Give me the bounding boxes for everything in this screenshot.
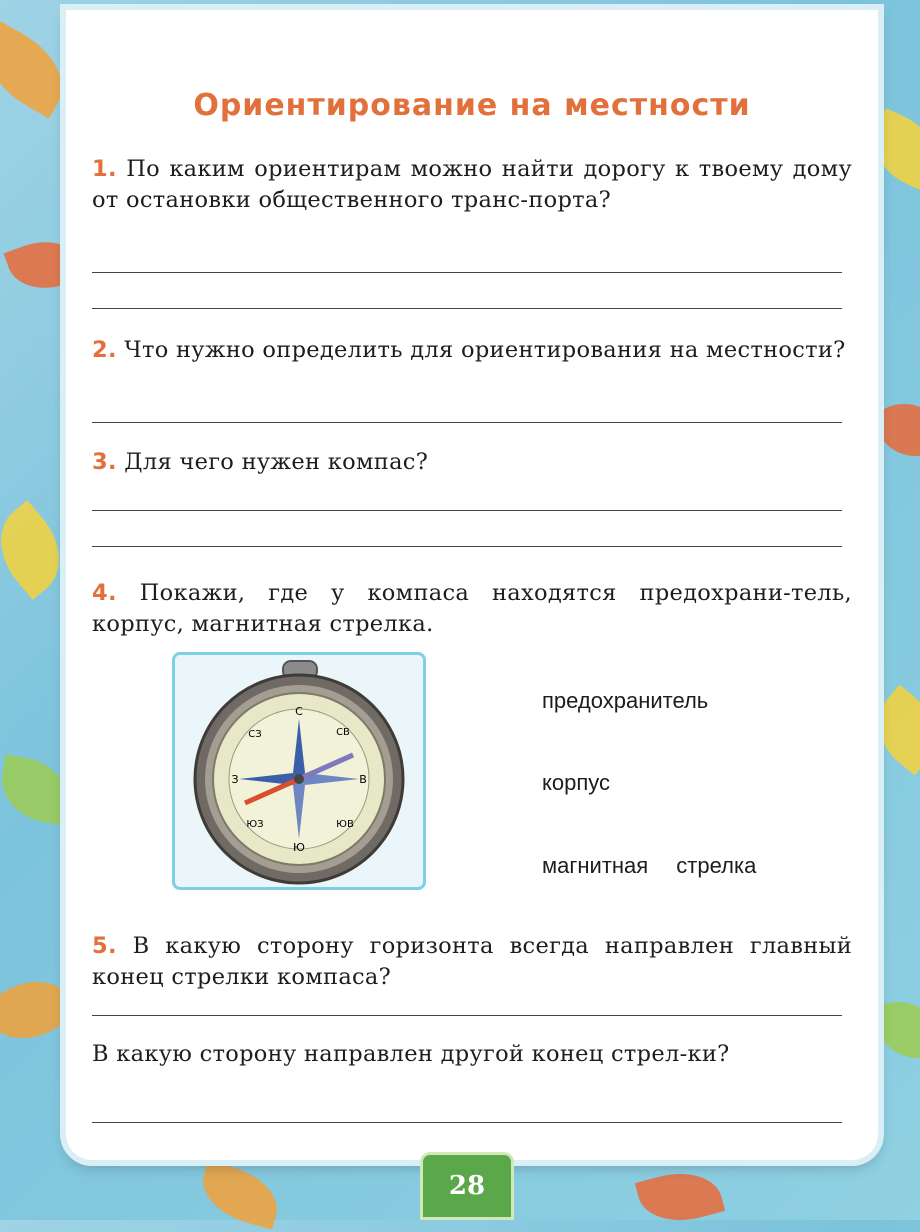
question-5-followup — [92, 1039, 852, 1070]
question-number: 1. — [92, 156, 117, 182]
answer-line[interactable] — [92, 422, 842, 423]
question-1 — [92, 154, 852, 216]
compass-illustration — [172, 652, 426, 890]
compass-icon — [175, 655, 423, 887]
label-guard[interactable]: предохранитель — [542, 688, 709, 713]
decor-leaf — [0, 754, 75, 825]
answer-line[interactable] — [92, 1015, 842, 1016]
decor-leaf — [873, 995, 920, 1065]
dial-label: ЮЗ — [246, 819, 264, 830]
question-4 — [92, 578, 852, 640]
question-number: 4. — [92, 580, 117, 606]
decor-leaf — [195, 1160, 285, 1229]
question-text: Покажи, где у компаса находятся предохрани-тель, корпус, магнитная стрелка. — [92, 580, 853, 637]
answer-line[interactable] — [92, 308, 842, 309]
question-text: Для чего нужен компас? — [124, 449, 429, 475]
dial-label: СЗ — [248, 729, 262, 740]
dial-label: В — [359, 773, 367, 786]
answer-line[interactable] — [92, 272, 842, 273]
dial-label: СВ — [336, 727, 350, 738]
label-body[interactable]: корпус — [542, 770, 611, 795]
dial-label: С — [295, 705, 303, 718]
answer-line[interactable] — [92, 510, 842, 511]
question-2 — [92, 335, 852, 366]
question-number: 5. — [92, 933, 117, 959]
label-needle[interactable]: магнитная стрелка — [542, 853, 757, 878]
question-5 — [92, 931, 852, 993]
workbook-page — [66, 10, 878, 1160]
dial-label: ЮВ — [336, 819, 354, 830]
question-text: Что нужно определить для ориентирования на местности? — [124, 337, 846, 363]
question-number: 3. — [92, 449, 117, 475]
answer-line[interactable] — [92, 546, 842, 547]
decor-leaf — [635, 1162, 725, 1231]
question-3 — [92, 447, 852, 478]
page-number: 28 — [420, 1152, 514, 1220]
question-text: В какую сторону горизонта всегда направлен главный конец стрелки компаса? — [92, 933, 853, 990]
dial-label: З — [231, 773, 239, 786]
question-text: По каким ориентирам можно найти дорогу к твоему дому от остановки общественного транс-порта? — [92, 156, 852, 213]
answer-line[interactable] — [92, 1122, 842, 1123]
dial-label: Ю — [293, 841, 305, 854]
question-number: 2. — [92, 337, 117, 363]
page-title: Ориентирование на местности — [193, 88, 751, 123]
question-text: В какую сторону направлен другой конец стрел-ки? — [92, 1041, 730, 1067]
